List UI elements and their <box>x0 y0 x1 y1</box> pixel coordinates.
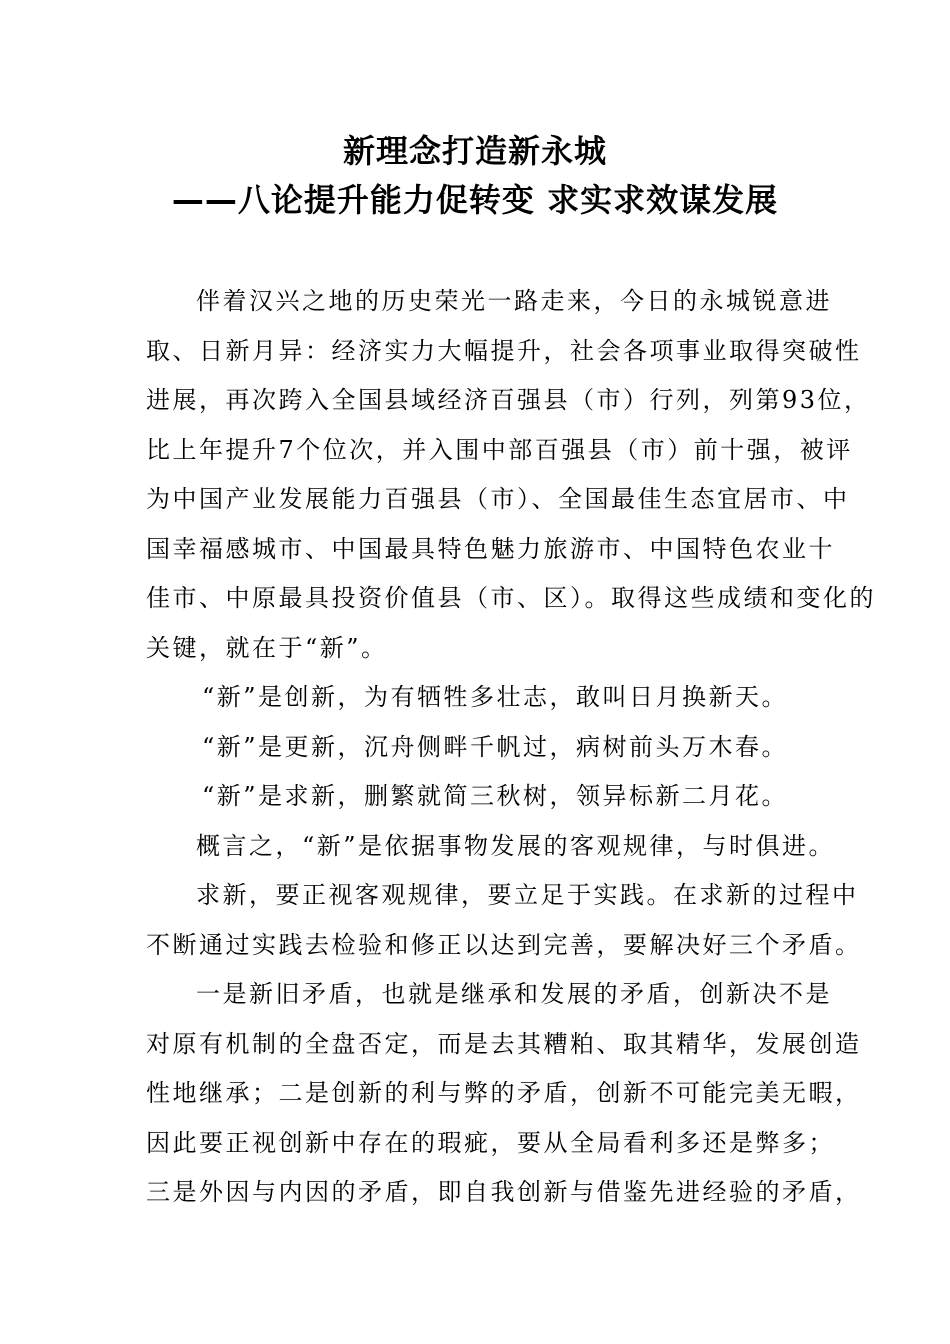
paragraph-line: 求新，要正视客观规律，要立足于实践。在求新的过程中 <box>196 881 859 909</box>
paragraph-line: 关键，就在于“新”。 <box>146 634 388 662</box>
paragraph-line: 不断通过实践去检验和修正以达到完善，要解决好三个矛盾。 <box>146 931 862 959</box>
paragraph-line: 佳市、中原最具投资价值县（市、区）。取得这些成绩和变化的 <box>146 584 876 612</box>
paragraph-line: 伴着汉兴之地的历史荣光一路走来，今日的永城锐意进 <box>196 287 832 315</box>
paragraph-line: 为中国产业发展能力百强县（市）、全国最佳生态宜居市、中 <box>146 485 850 513</box>
paragraph-line: 概言之，“新”是依据事物发展的客观规律，与时俱进。 <box>196 832 836 860</box>
paragraph-line: 对原有机制的全盘否定，而是去其糟粕、取其精华，发展创造 <box>146 1030 862 1058</box>
paragraph-line: 进展，再次跨入全国县域经济百强县（市）行列，列第93位， <box>146 386 871 414</box>
paragraph-line: “新”是更新，沉舟侧畔千帆过，病树前头万木春。 <box>202 733 789 761</box>
document-title: 新理念打造新永城 <box>342 132 607 170</box>
paragraph-line: 取、日新月异：经济实力大幅提升，社会各项事业取得突破性 <box>146 337 862 365</box>
paragraph-line: “新”是创新，为有牺牲多壮志，敢叫日月换新天。 <box>202 683 789 711</box>
paragraph-line: 因此要正视创新中存在的瑕疵，要从全局看利多还是弊多； <box>146 1129 835 1157</box>
paragraph-line: 三是外因与内因的矛盾，即自我创新与借鉴先进经验的矛盾， <box>146 1178 862 1206</box>
paragraph-line: 一是新旧矛盾，也就是继承和发展的矛盾，创新决不是 <box>196 980 832 1008</box>
paragraph-line: “新”是求新，删繁就简三秋树，领异标新二月花。 <box>202 782 789 810</box>
paragraph-line: 国幸福感城市、中国最具特色魅力旅游市、中国特色农业十 <box>146 535 835 563</box>
paragraph-line: 比上年提升7个位次，并入围中部百强县（市）前十强，被评 <box>146 436 853 464</box>
document-subtitle: ——八论提升能力促转变 求实求效谋发展 <box>171 181 779 219</box>
paragraph-line: 性地继承；二是创新的利与弊的矛盾，创新不可能完美无暇， <box>146 1079 862 1107</box>
